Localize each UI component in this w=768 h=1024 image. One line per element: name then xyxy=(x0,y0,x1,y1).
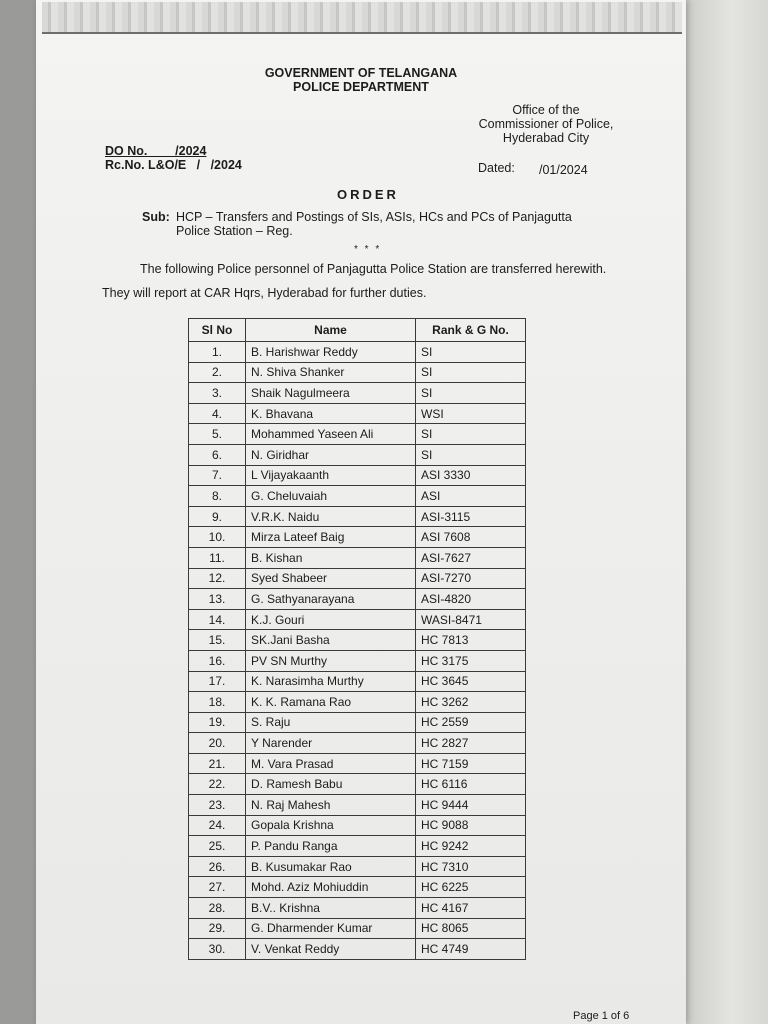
cell-sl-no: 22. xyxy=(189,774,246,795)
table-row xyxy=(189,650,526,671)
cell-name: V. Venkat Reddy xyxy=(246,939,416,960)
cell-name: D. Ramesh Babu xyxy=(246,774,416,795)
cell-sl-no: 26. xyxy=(189,856,246,877)
office-line-1: Office of the xyxy=(512,103,580,117)
table-row xyxy=(189,342,526,363)
cell-rank: HC 4167 xyxy=(416,898,526,919)
cell-rank: ASI 7608 xyxy=(416,527,526,548)
cell-sl-no: 13. xyxy=(189,589,246,610)
table-row xyxy=(189,877,526,898)
header-name: Name xyxy=(246,319,416,342)
office-block xyxy=(441,103,651,145)
cell-rank: ASI-4820 xyxy=(416,589,526,610)
table-row xyxy=(189,444,526,465)
cell-name: Y Narender xyxy=(246,733,416,754)
office-line-3: Hyderabad City xyxy=(502,131,590,145)
cell-sl-no: 4. xyxy=(189,403,246,424)
cell-name: B. Harishwar Reddy xyxy=(246,342,416,363)
cell-sl-no: 18. xyxy=(189,692,246,713)
cell-rank: HC 2827 xyxy=(416,733,526,754)
cell-name: K. Bhavana xyxy=(246,403,416,424)
body-line-2: They will report at CAR Hqrs, Hyderabad for further duties. xyxy=(102,286,427,300)
table-row xyxy=(189,547,526,568)
cell-name: N. Raj Mahesh xyxy=(246,795,416,816)
document-page xyxy=(36,0,686,1024)
cell-rank: ASI 3330 xyxy=(416,465,526,486)
cell-rank: SI xyxy=(416,342,526,363)
cell-rank: HC 3175 xyxy=(416,650,526,671)
table-row xyxy=(189,939,526,960)
personnel-table xyxy=(188,318,526,960)
table-row xyxy=(189,465,526,486)
cell-rank: ASI-3115 xyxy=(416,506,526,527)
cell-name: Mohd. Aziz Mohiuddin xyxy=(246,877,416,898)
table-row xyxy=(189,527,526,548)
cell-rank: HC 3262 xyxy=(416,692,526,713)
cell-name: G. Cheluvaiah xyxy=(246,486,416,507)
cell-sl-no: 29. xyxy=(189,918,246,939)
table-row xyxy=(189,898,526,919)
cell-rank: ASI xyxy=(416,486,526,507)
cell-sl-no: 20. xyxy=(189,733,246,754)
table-row xyxy=(189,795,526,816)
table-row xyxy=(189,753,526,774)
cell-name: G. Sathyanarayana xyxy=(246,589,416,610)
do-number: DO No. /2024 xyxy=(105,144,207,158)
table-row xyxy=(189,589,526,610)
cell-rank: SI xyxy=(416,444,526,465)
table-row xyxy=(189,856,526,877)
table-row xyxy=(189,362,526,383)
cell-sl-no: 12. xyxy=(189,568,246,589)
cell-sl-no: 21. xyxy=(189,753,246,774)
cell-sl-no: 15. xyxy=(189,630,246,651)
cell-rank: WSI xyxy=(416,403,526,424)
cell-name: SK.Jani Basha xyxy=(246,630,416,651)
table-header-row xyxy=(189,319,526,342)
office-line-2: Commissioner of Police, xyxy=(478,117,614,131)
cell-name: L Vijayakaanth xyxy=(246,465,416,486)
cell-sl-no: 27. xyxy=(189,877,246,898)
cell-rank: HC 4749 xyxy=(416,939,526,960)
cell-rank: HC 9444 xyxy=(416,795,526,816)
rc-number: Rc.No. L&O/E / /2024 xyxy=(105,158,242,172)
cell-sl-no: 5. xyxy=(189,424,246,445)
body-line-1: The following Police personnel of Panjagutta Police Station are transferred herewith. xyxy=(140,262,607,276)
cell-rank: HC 7310 xyxy=(416,856,526,877)
table-row xyxy=(189,424,526,445)
cell-name: N. Giridhar xyxy=(246,444,416,465)
cell-name: K. Narasimha Murthy xyxy=(246,671,416,692)
cell-name: K. K. Ramana Rao xyxy=(246,692,416,713)
cell-rank: HC 7813 xyxy=(416,630,526,651)
cell-sl-no: 23. xyxy=(189,795,246,816)
cell-rank: ASI-7270 xyxy=(416,568,526,589)
cell-sl-no: 14. xyxy=(189,609,246,630)
top-rule xyxy=(42,32,682,34)
cell-name: Mohammed Yaseen Ali xyxy=(246,424,416,445)
cell-sl-no: 11. xyxy=(189,547,246,568)
table-row xyxy=(189,486,526,507)
header-line-1: GOVERNMENT OF TELANGANA xyxy=(264,66,458,80)
cell-name: G. Dharmender Kumar xyxy=(246,918,416,939)
cell-name: B. Kusumakar Rao xyxy=(246,856,416,877)
cell-sl-no: 3. xyxy=(189,383,246,404)
cell-name: V.R.K. Naidu xyxy=(246,506,416,527)
subject-label xyxy=(142,210,170,224)
cell-name: P. Pandu Ranga xyxy=(246,836,416,857)
cell-rank: SI xyxy=(416,362,526,383)
cell-rank: SI xyxy=(416,424,526,445)
page-number-text: Page 1 of 6 xyxy=(573,1010,630,1022)
cell-rank: HC 9088 xyxy=(416,815,526,836)
header-sl-no: Sl No xyxy=(189,319,246,342)
background-surface xyxy=(678,0,768,1024)
cell-name: Gopala Krishna xyxy=(246,815,416,836)
cell-sl-no: 10. xyxy=(189,527,246,548)
table-row xyxy=(189,403,526,424)
cell-name: N. Shiva Shanker xyxy=(246,362,416,383)
cell-sl-no: 8. xyxy=(189,486,246,507)
table-row xyxy=(189,692,526,713)
table-row xyxy=(189,609,526,630)
cell-name: B.V.. Krishna xyxy=(246,898,416,919)
table-row xyxy=(189,815,526,836)
cell-rank: HC 2559 xyxy=(416,712,526,733)
table-row xyxy=(189,712,526,733)
cell-sl-no: 30. xyxy=(189,939,246,960)
top-print-strip xyxy=(42,2,682,32)
cell-rank: SI xyxy=(416,383,526,404)
table-row xyxy=(189,506,526,527)
table-row xyxy=(189,836,526,857)
order-title: ORDER xyxy=(337,187,399,202)
cell-rank: HC 3645 xyxy=(416,671,526,692)
separator-stars: * * * xyxy=(354,244,382,255)
cell-sl-no: 7. xyxy=(189,465,246,486)
cell-name: Syed Shabeer xyxy=(246,568,416,589)
table-row xyxy=(189,630,526,651)
cell-rank: HC 8065 xyxy=(416,918,526,939)
cell-sl-no: 16. xyxy=(189,650,246,671)
table-row xyxy=(189,671,526,692)
cell-rank: WASI-8471 xyxy=(416,609,526,630)
cell-sl-no: 1. xyxy=(189,342,246,363)
dated-label: Dated: xyxy=(478,161,515,175)
header-rank: Rank & G No. xyxy=(416,319,526,342)
table-row xyxy=(189,918,526,939)
table-row xyxy=(189,568,526,589)
cell-sl-no: 19. xyxy=(189,712,246,733)
subject-line-2: Police Station – Reg. xyxy=(176,224,293,238)
cell-sl-no: 24. xyxy=(189,815,246,836)
cell-rank: HC 6225 xyxy=(416,877,526,898)
cell-rank: HC 6116 xyxy=(416,774,526,795)
cell-name: B. Kishan xyxy=(246,547,416,568)
dated-value: /01/2024 xyxy=(539,163,588,177)
cell-sl-no: 2. xyxy=(189,362,246,383)
cell-name: Shaik Nagulmeera xyxy=(246,383,416,404)
cell-sl-no: 17. xyxy=(189,671,246,692)
table-row xyxy=(189,383,526,404)
cell-name: M. Vara Prasad xyxy=(246,753,416,774)
cell-sl-no: 28. xyxy=(189,898,246,919)
page-number xyxy=(573,1010,629,1022)
cell-rank: ASI-7627 xyxy=(416,547,526,568)
table-row xyxy=(189,733,526,754)
cell-sl-no: 25. xyxy=(189,836,246,857)
header-line-2: POLICE DEPARTMENT xyxy=(293,80,429,94)
subject-label-text: Sub: xyxy=(142,210,170,224)
table-row xyxy=(189,774,526,795)
cell-name: Mirza Lateef Baig xyxy=(246,527,416,548)
cell-rank: HC 7159 xyxy=(416,753,526,774)
cell-name: K.J. Gouri xyxy=(246,609,416,630)
cell-sl-no: 6. xyxy=(189,444,246,465)
cell-name: S. Raju xyxy=(246,712,416,733)
cell-name: PV SN Murthy xyxy=(246,650,416,671)
cell-rank: HC 9242 xyxy=(416,836,526,857)
subject-line-1: HCP – Transfers and Postings of SIs, ASIs, HCs and PCs of Panjagutta xyxy=(176,210,572,224)
cell-sl-no: 9. xyxy=(189,506,246,527)
